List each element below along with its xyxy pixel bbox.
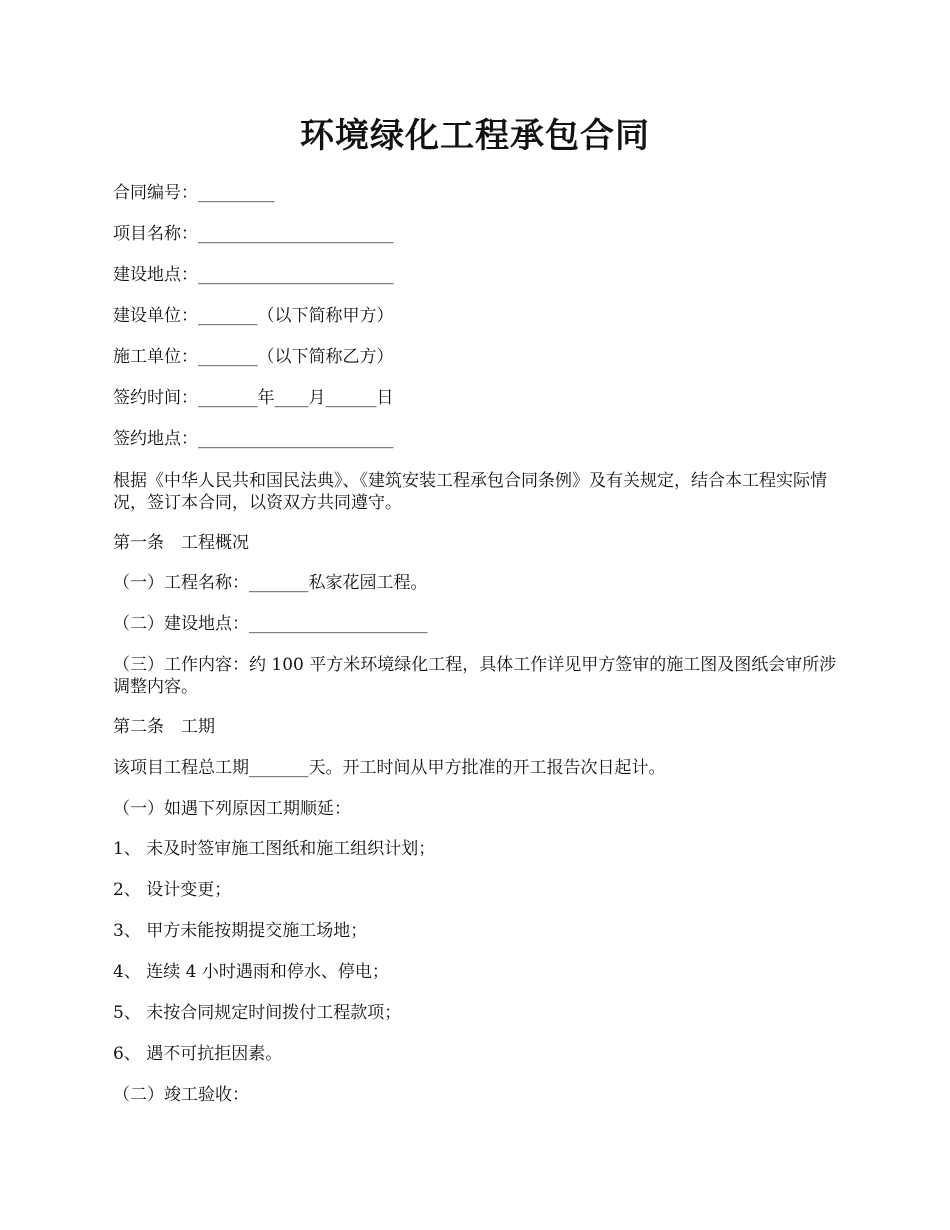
project-name-field: 项目名称：_______________________	[113, 224, 394, 244]
article2-sub2: （二）竣工验收：	[113, 1085, 249, 1105]
preamble-paragraph: 根据《中华人民共和国民法典》、《建筑安装工程承包合同条例》及有关规定，结合本工程实际情况，签订本合同，以资双方共同遵守。	[113, 471, 827, 513]
list-item: 3、 甲方未能按期提交施工场地；	[113, 921, 368, 941]
document-title: 环境绿化工程承包合同	[300, 116, 650, 156]
article2-intro: 该项目工程总工期_______天。开工时间从甲方批准的开工报告次日起计。	[113, 758, 666, 778]
party-a-field: 建设单位：_______（以下简称甲方）	[113, 306, 394, 326]
article2-sub1: （一）如遇下列原因工期顺延：	[113, 799, 351, 819]
construction-site-field: 建设地点：_______________________	[113, 265, 394, 285]
article1-heading: 第一条 工程概况	[113, 533, 249, 553]
list-item: 5、 未按合同规定时间拨付工程款项；	[113, 1003, 402, 1023]
list-item: 4、 连续 4 小时遇雨和停水、停电；	[113, 962, 389, 982]
signing-place-field: 签约地点：_______________________	[113, 429, 394, 449]
list-item: 1、 未及时签审施工图纸和施工组织计划；	[113, 839, 436, 859]
article2-heading: 第二条 工期	[113, 717, 215, 737]
list-item: 2、 设计变更；	[113, 880, 232, 900]
article1-item3: （三）工作内容：约 100 平方米环境绿化工程，具体工作详见甲方签审的施工图及图纸会审所涉调整内容。	[113, 655, 837, 697]
contract-number-field: 合同编号：_________	[113, 183, 275, 203]
list-item: 6、 遇不可抗拒因素。	[113, 1044, 283, 1064]
party-b-field: 施工单位：_______（以下简称乙方）	[113, 347, 394, 367]
article1-item2: （二）建设地点：_____________________	[113, 614, 428, 634]
article1-item1: （一）工程名称：_______私家花园工程。	[113, 573, 428, 593]
signing-date-field: 签约时间：_______年____月______日	[113, 388, 394, 408]
